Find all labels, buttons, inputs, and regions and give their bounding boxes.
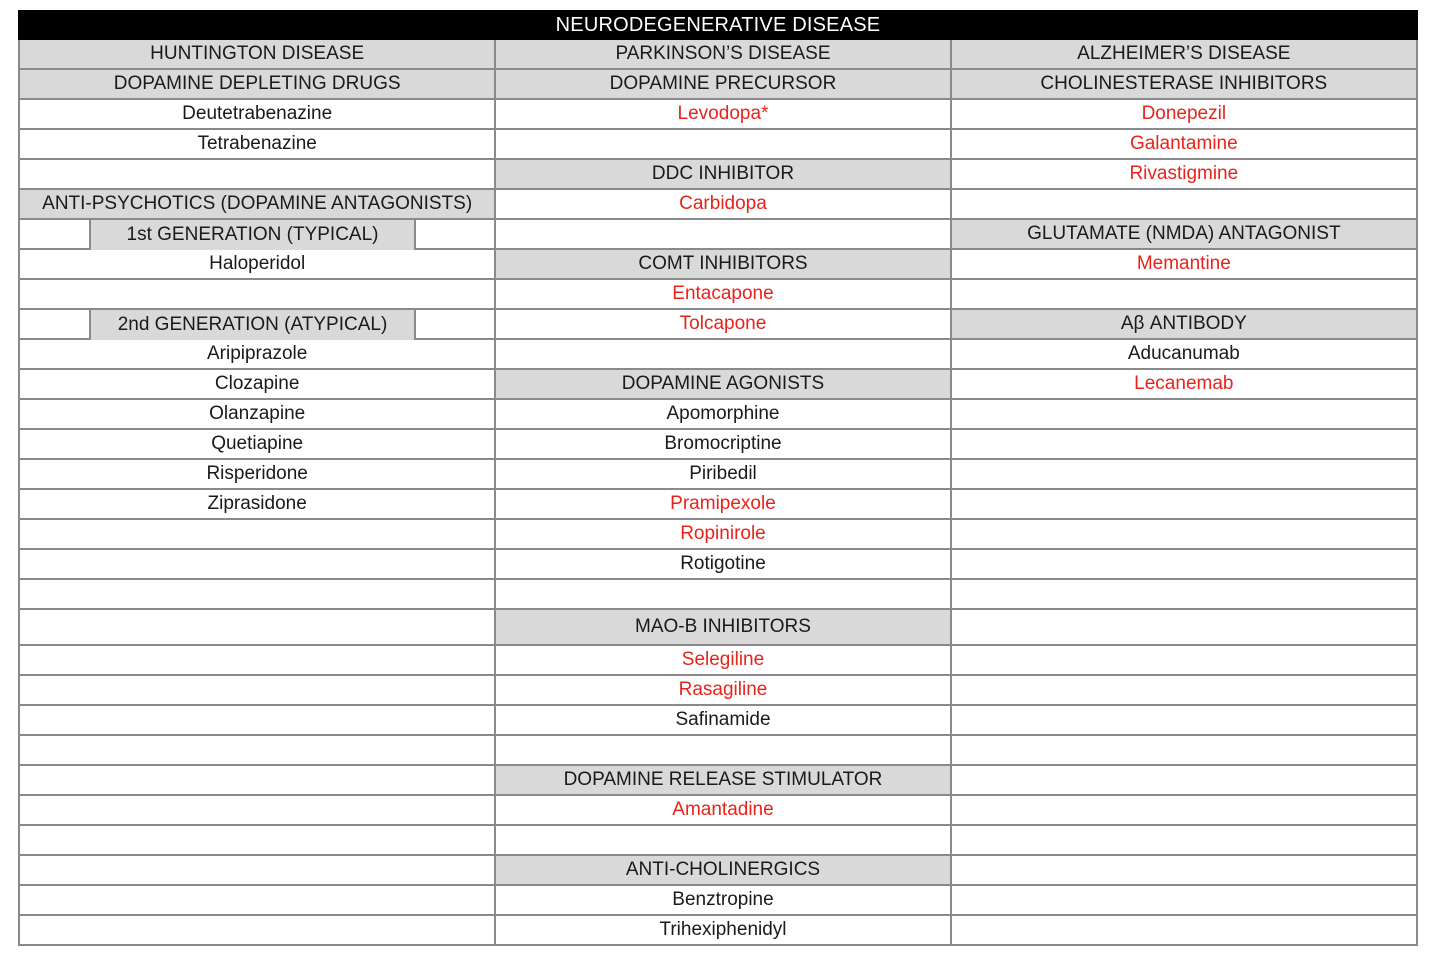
column-huntington — [20, 40, 496, 946]
section-header: DDC INHIBITOR — [496, 160, 949, 190]
drug-name: Tetrabenazine — [20, 130, 494, 160]
drug-name: Piribedil — [496, 460, 949, 490]
section-header: CHOLINESTERASE INHIBITORS — [952, 70, 1416, 100]
empty-cell — [20, 706, 494, 736]
drug-name: Bromocriptine — [496, 430, 949, 460]
empty-cell — [20, 736, 494, 766]
section-header: DOPAMINE RELEASE STIMULATOR — [496, 766, 949, 796]
drug-name: Ziprasidone — [20, 490, 494, 520]
drug-name: Rotigotine — [496, 550, 949, 580]
drug-name-highlighted: Lecanemab — [952, 370, 1416, 400]
empty-cell — [20, 280, 494, 310]
column-parkinson — [496, 40, 951, 946]
empty-cell — [952, 580, 1416, 610]
empty-cell — [952, 736, 1416, 766]
drug-name: Apomorphine — [496, 400, 949, 430]
empty-cell — [952, 190, 1416, 220]
empty-cell — [20, 580, 494, 610]
drug-name: Aripiprazole — [20, 340, 494, 370]
subsection-row — [20, 310, 494, 340]
empty-cell — [496, 826, 949, 856]
table-title: NEURODEGENERATIVE DISEASE — [18, 10, 1418, 40]
section-header: GLUTAMATE (NMDA) ANTAGONIST — [952, 220, 1416, 250]
drug-name: Risperidone — [20, 460, 494, 490]
empty-cell — [20, 520, 494, 550]
empty-cell — [952, 676, 1416, 706]
section-header: ALZHEIMER’S DISEASE — [952, 40, 1416, 70]
drug-name: Benztropine — [496, 886, 949, 916]
section-header: HUNTINGTON DISEASE — [20, 40, 494, 70]
drug-name: Aducanumab — [952, 340, 1416, 370]
drug-name: Safinamide — [496, 706, 949, 736]
empty-cell — [20, 796, 494, 826]
drug-name-highlighted: Rivastigmine — [952, 160, 1416, 190]
empty-cell — [952, 400, 1416, 430]
subsection-header: 2nd GENERATION (ATYPICAL) — [89, 310, 416, 340]
empty-cell — [952, 856, 1416, 886]
drug-name-highlighted: Rasagiline — [496, 676, 949, 706]
drug-name-highlighted: Donepezil — [952, 100, 1416, 130]
empty-cell — [496, 130, 949, 160]
drug-name-highlighted: Galantamine — [952, 130, 1416, 160]
section-header: Aβ ANTIBODY — [952, 310, 1416, 340]
empty-cell — [952, 916, 1416, 946]
empty-cell — [20, 916, 494, 946]
empty-cell — [20, 676, 494, 706]
empty-cell — [952, 460, 1416, 490]
empty-cell — [952, 646, 1416, 676]
empty-cell — [952, 490, 1416, 520]
drug-name: Deutetrabenazine — [20, 100, 494, 130]
drug-name-highlighted: Ropinirole — [496, 520, 949, 550]
column-alzheimer — [952, 40, 1418, 946]
empty-cell — [496, 340, 949, 370]
subsection-row — [20, 220, 494, 250]
drug-name: Olanzapine — [20, 400, 494, 430]
empty-cell — [952, 826, 1416, 856]
empty-cell — [952, 610, 1416, 646]
empty-cell — [20, 646, 494, 676]
drug-name-highlighted: Carbidopa — [496, 190, 949, 220]
drug-name-highlighted: Pramipexole — [496, 490, 949, 520]
table-grid — [18, 40, 1418, 946]
drug-table — [18, 10, 1418, 946]
empty-cell — [952, 280, 1416, 310]
drug-name-highlighted: Entacapone — [496, 280, 949, 310]
section-header: ANTI-PSYCHOTICS (DOPAMINE ANTAGONISTS) — [20, 190, 494, 220]
empty-cell — [952, 706, 1416, 736]
section-header: DOPAMINE PRECURSOR — [496, 70, 949, 100]
empty-cell — [20, 550, 494, 580]
drug-name-highlighted: Amantadine — [496, 796, 949, 826]
empty-cell — [496, 736, 949, 766]
drug-name-highlighted: Selegiline — [496, 646, 949, 676]
empty-cell — [496, 220, 949, 250]
empty-cell — [952, 520, 1416, 550]
empty-cell — [952, 430, 1416, 460]
section-header: DOPAMINE DEPLETING DRUGS — [20, 70, 494, 100]
empty-cell — [952, 886, 1416, 916]
empty-cell — [20, 856, 494, 886]
drug-name: Trihexiphenidyl — [496, 916, 949, 946]
empty-cell — [20, 886, 494, 916]
empty-cell — [952, 766, 1416, 796]
section-header: PARKINSON’S DISEASE — [496, 40, 949, 70]
empty-cell — [20, 610, 494, 646]
empty-cell — [20, 766, 494, 796]
section-header: MAO-B INHIBITORS — [496, 610, 949, 646]
drug-name: Haloperidol — [20, 250, 494, 280]
drug-name-highlighted: Levodopa* — [496, 100, 949, 130]
drug-name: Clozapine — [20, 370, 494, 400]
section-header: DOPAMINE AGONISTS — [496, 370, 949, 400]
drug-name-highlighted: Memantine — [952, 250, 1416, 280]
subsection-header: 1st GENERATION (TYPICAL) — [89, 220, 416, 250]
empty-cell — [952, 796, 1416, 826]
empty-cell — [20, 826, 494, 856]
section-header: ANTI-CHOLINERGICS — [496, 856, 949, 886]
empty-cell — [952, 550, 1416, 580]
empty-cell — [20, 160, 494, 190]
drug-name-highlighted: Tolcapone — [496, 310, 949, 340]
section-header: COMT INHIBITORS — [496, 250, 949, 280]
empty-cell — [496, 580, 949, 610]
drug-name: Quetiapine — [20, 430, 494, 460]
